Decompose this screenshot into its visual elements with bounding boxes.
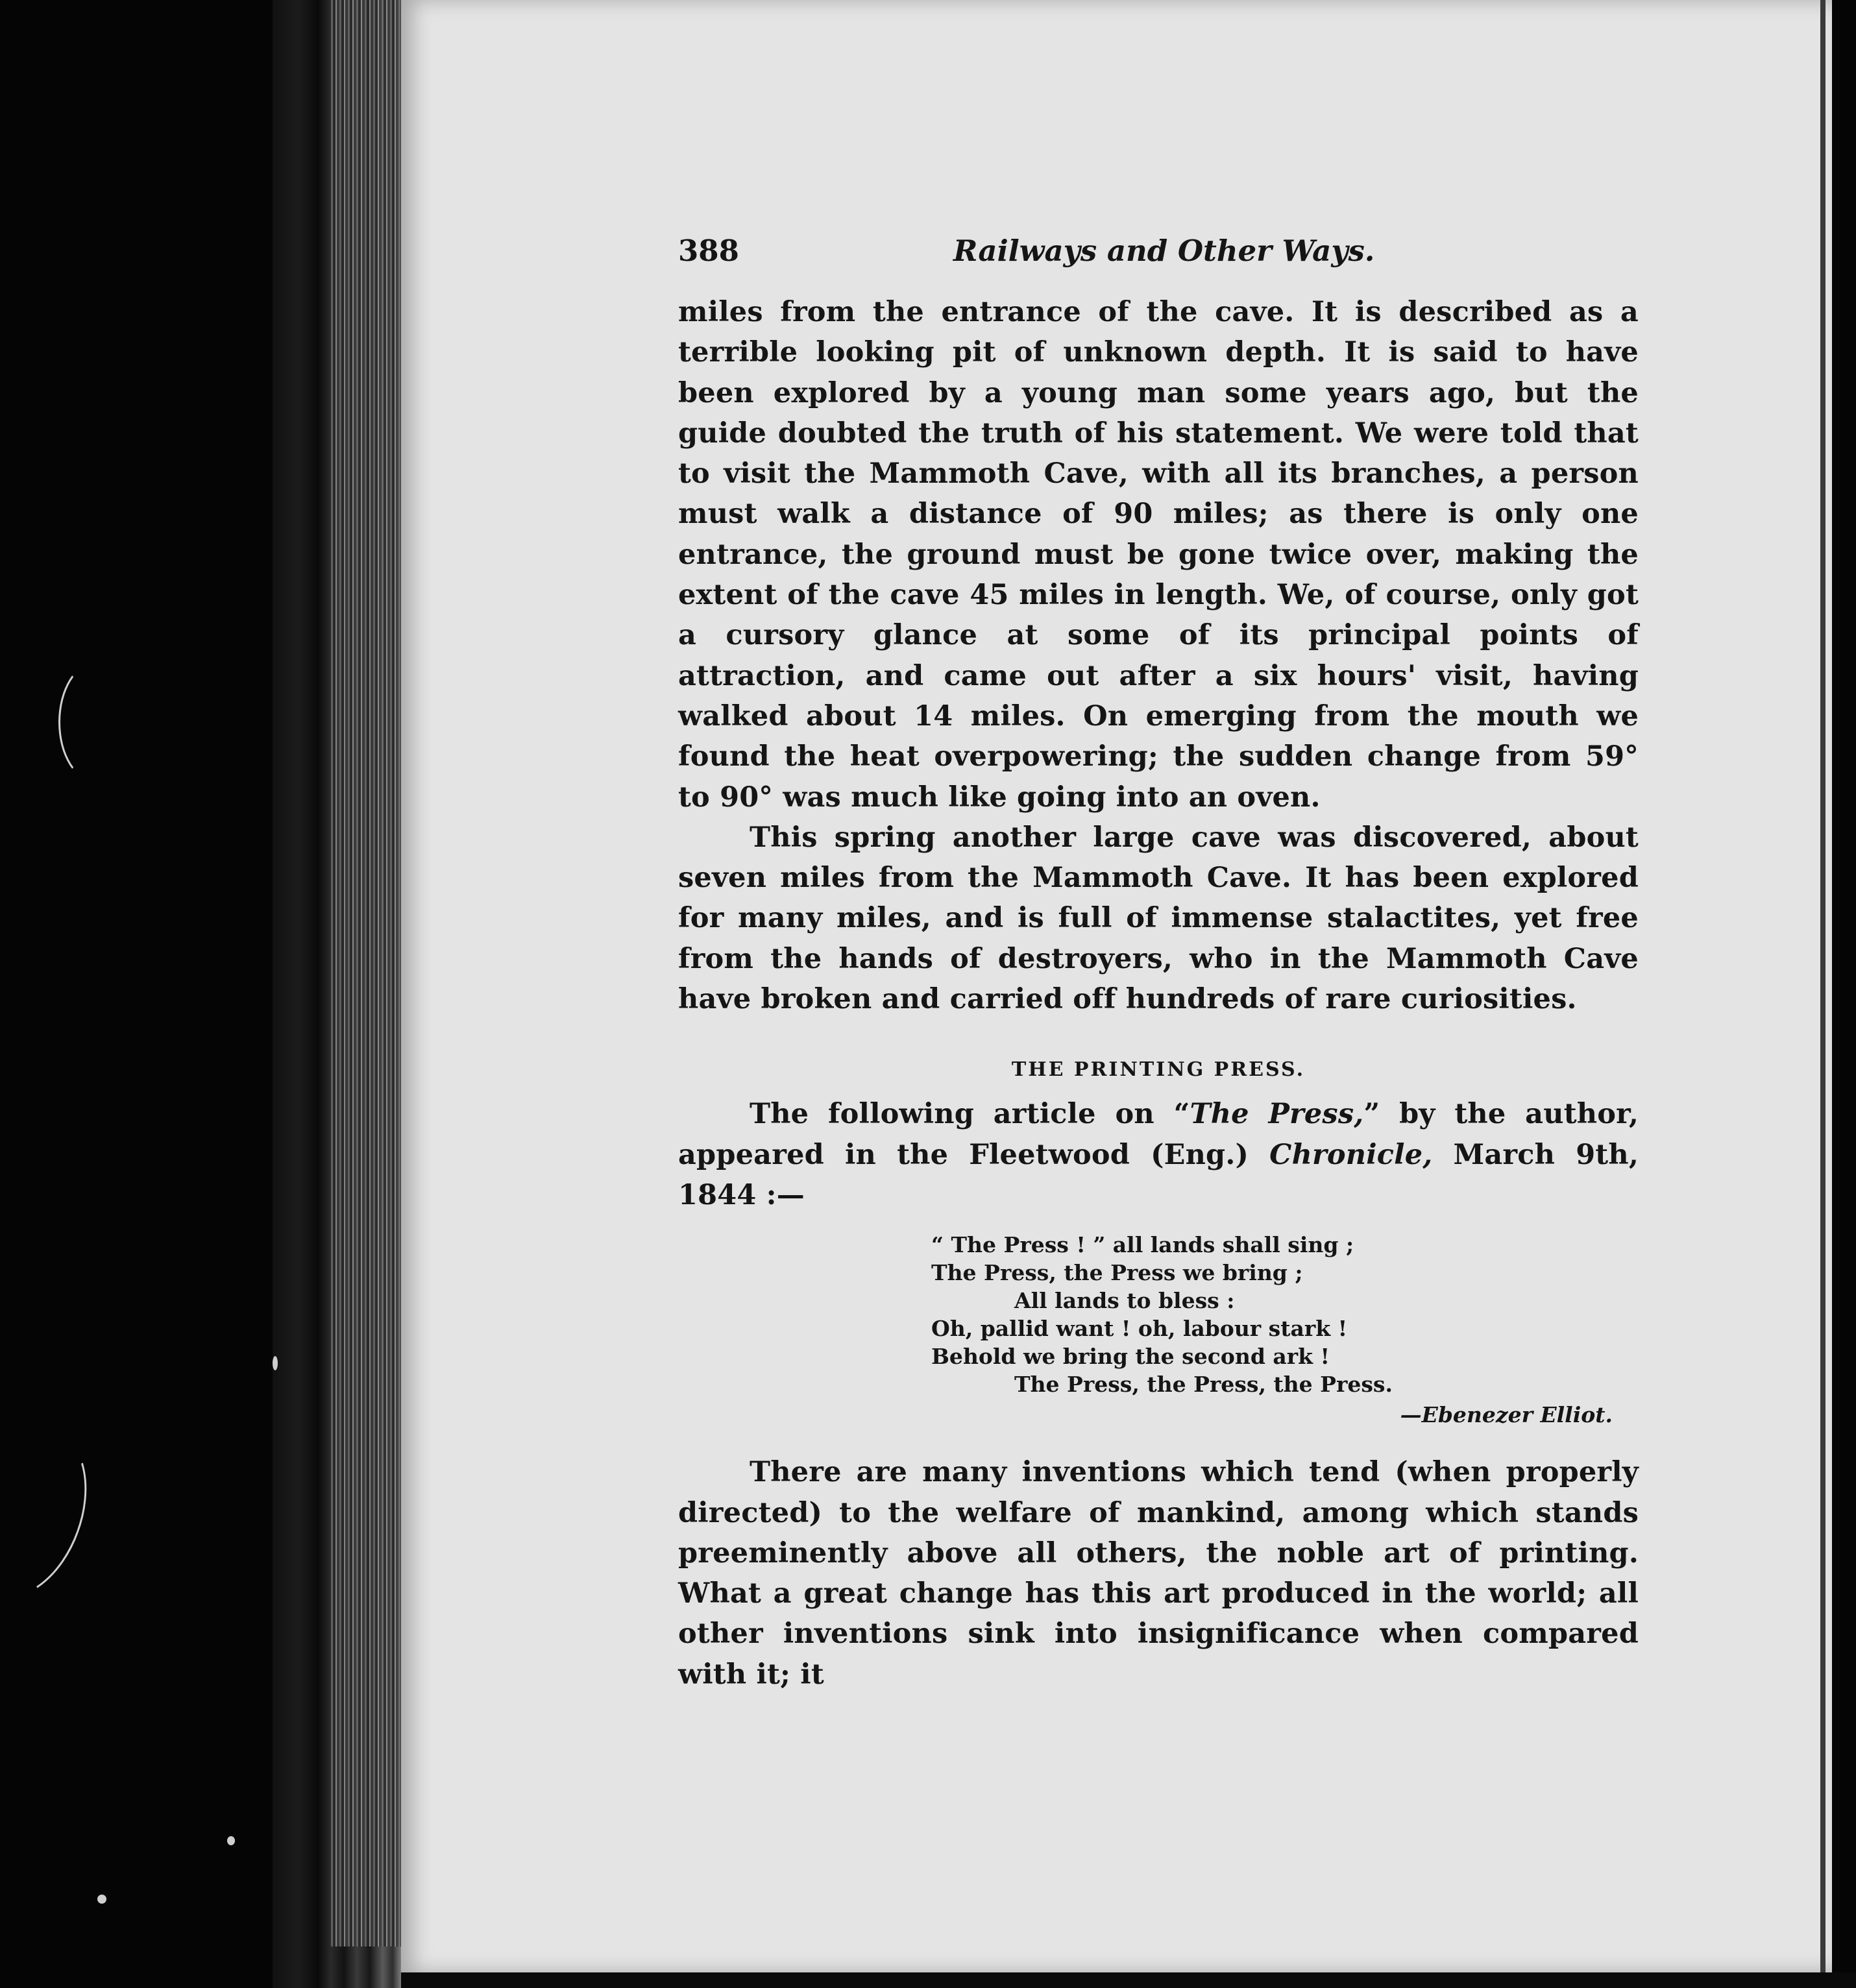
scan-mark: [0, 1414, 108, 1614]
poem-line: The Press, the Press, the Press.: [1014, 1372, 1393, 1398]
book-title: Railways and Other Ways.: [953, 234, 1375, 268]
scan-mark: [58, 662, 134, 782]
scan-speck: [273, 1356, 278, 1370]
page-edges: [331, 0, 402, 1946]
intro-text: ” by the author, appeared in the Fleetwood (Eng.): [678, 1098, 1639, 1171]
poem-attribution: —Ebenezer Elliot.: [1400, 1402, 1613, 1428]
paragraph: miles from the entrance of the cave. It is described as a terrible looking pit of unknown depth. It is said to have been explored by a young man some years ago, but the guide doubted the truth of his statement. We were told that to visit the Mammoth Cave, with all its branches, a person must walk a distance of 90 miles; as there is only one entrance, the ground must be gone twice over, making the extent of the cave 45 miles in length. We, of course, only got a cursory glance at some of its principal points of attraction, and came out after a six hours' visit, having walked about 14 miles. On emerging from the mouth we found the heat overpowering; the sudden change from 59° to 90° was much like going into an oven.: [678, 296, 1639, 814]
intro-italic-press: The Press,: [1190, 1098, 1364, 1131]
intro-text: March 9th, 1844 :—: [678, 1138, 1639, 1211]
right-margin: [1832, 0, 1856, 1988]
poem-line: Behold we bring the second ark !: [931, 1344, 1330, 1370]
paragraph: There are many inventions which tend (when properly directed) to the welfare of mankind, among which stands preeminently above all others, the noble art of printing. What a great change has this art produced in the world; all other inventions sink into insignificance when compared with it; it: [678, 1456, 1639, 1691]
page-number: 388: [678, 234, 739, 268]
running-head: [678, 234, 1639, 279]
section-heading: THE PRINTING PRESS.: [1011, 1058, 1306, 1082]
poem-line: Oh, pallid want ! oh, labour stark !: [931, 1316, 1348, 1342]
page-content: [678, 234, 1639, 1695]
poem-line: All lands to bless :: [1014, 1288, 1235, 1314]
poem-line: “ The Press ! ” all lands shall sing ;: [931, 1232, 1354, 1258]
scan-speck: [97, 1895, 106, 1904]
intro-italic-chronicle: Chronicle,: [1269, 1138, 1433, 1171]
bottom-margin: [401, 1972, 1856, 1988]
paragraph: This spring another large cave was discovered, about seven miles from the Mammoth Cave. It has been explored for many miles, and is full of immense stalactites, yet free from the hands of destroyers, who in the Mammoth Cave have broken and carried off hundreds of rare curiosities.: [678, 821, 1639, 1016]
poem: [931, 1231, 1639, 1398]
intro-text: The following article on “: [750, 1098, 1190, 1131]
page-right-edge: [1820, 0, 1825, 1972]
scan-speck: [227, 1836, 235, 1845]
poem-line: The Press, the Press we bring ;: [931, 1260, 1303, 1286]
section-intro: [678, 1094, 1639, 1215]
